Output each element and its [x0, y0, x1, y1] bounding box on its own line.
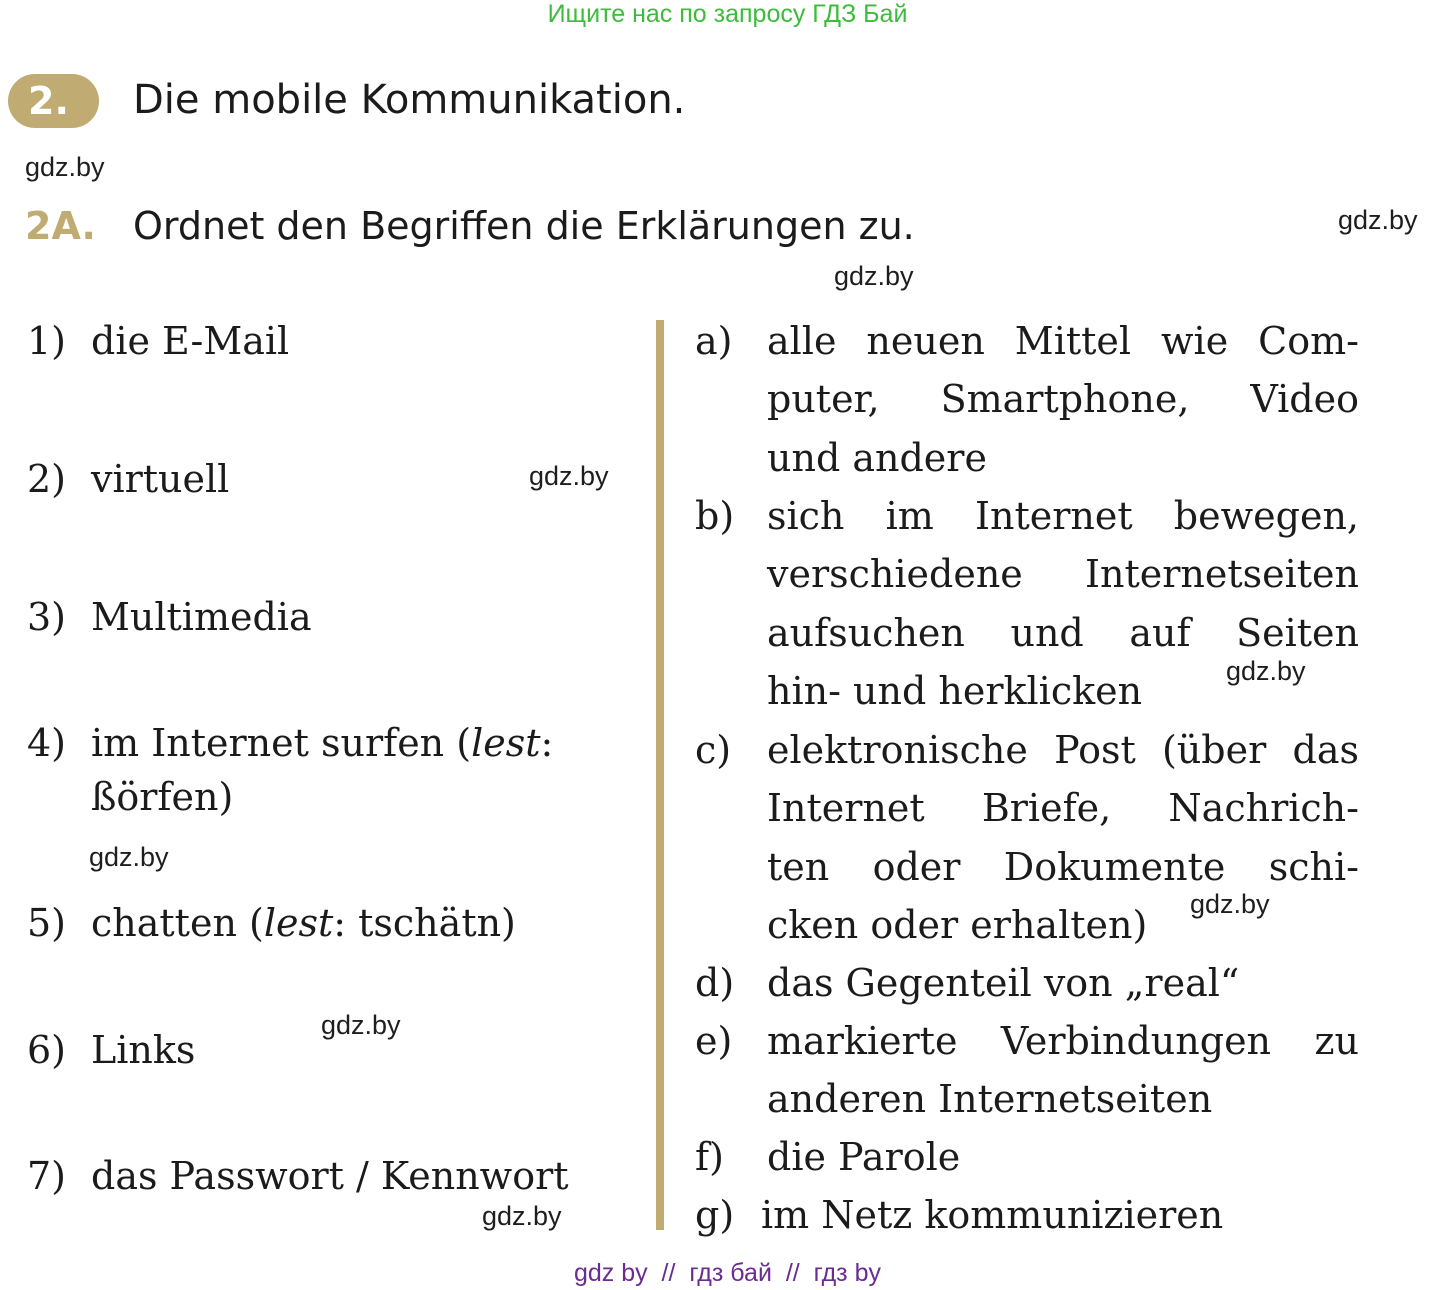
- watermark: gdz.by: [321, 1010, 401, 1040]
- watermark: gdz.by: [1190, 889, 1270, 919]
- definition-label: c): [695, 728, 732, 772]
- term-label: 3): [27, 595, 67, 639]
- watermark: gdz.by: [529, 461, 609, 491]
- term-text: ßörfen): [91, 775, 234, 819]
- definition-text: sich im Internet bewegen, verschiedene Internetseiten aufsuchen und auf Seiten hin- und herklicken: [767, 494, 1359, 713]
- term-label: 1): [27, 319, 67, 363]
- top-banner: Ищите нас по запросу ГДЗ Бай: [547, 0, 908, 28]
- exercise-title: Die mobile Kommunikation.: [133, 77, 686, 123]
- definition-label: a): [695, 319, 733, 363]
- definition-text: die Parole: [767, 1135, 961, 1179]
- watermark: gdz.by: [25, 152, 105, 182]
- definition-text: das Gegenteil von „real“: [767, 961, 1240, 1005]
- term-label: 7): [27, 1154, 67, 1198]
- term-text: Links: [91, 1028, 196, 1072]
- term-label: 4): [27, 721, 67, 765]
- definition-text: elektronische Post (über das Internet Briefe, Nachrich- ten oder Dokumente schi- cken oder erhalten): [767, 728, 1359, 947]
- definition-label: g): [695, 1193, 735, 1237]
- definition-text: im Netz kommunizieren: [761, 1193, 1224, 1237]
- watermark: gdz.by: [834, 261, 914, 291]
- watermark: gdz.by: [1338, 205, 1418, 235]
- term-label: 6): [27, 1028, 67, 1072]
- lest-note: lest: [263, 901, 334, 945]
- exercise-number: 2.: [28, 79, 69, 123]
- column-divider: [656, 320, 664, 1230]
- task-number: 2A.: [25, 204, 96, 248]
- term-text: virtuell: [91, 457, 230, 501]
- definition-text: markierte Verbindungen zu anderen Internetseiten: [767, 1019, 1359, 1122]
- lest-note: lest: [471, 721, 541, 765]
- definition-label: e): [695, 1019, 733, 1063]
- term-text: das Passwort / Kennwort: [91, 1154, 569, 1198]
- term-text: im Internet surfen (lest:: [91, 721, 554, 765]
- term-label: 5): [27, 901, 67, 945]
- watermark: gdz.by: [89, 842, 169, 872]
- definition-text: alle neuen Mittel wie Com- puter, Smartphone, Video und andere: [767, 319, 1359, 480]
- definition-label: b): [695, 494, 735, 538]
- watermark: gdz.by: [482, 1201, 562, 1231]
- definition-label: f): [695, 1135, 724, 1179]
- watermark: gdz.by: [1226, 656, 1306, 686]
- term-label: 2): [27, 457, 67, 501]
- term-text: die E-Mail: [91, 319, 290, 363]
- task-title: Ordnet den Begriffen die Erklärungen zu.: [133, 204, 915, 248]
- bottom-banner: gdz by // гдз бай // гдз by: [573, 1259, 881, 1287]
- exercise-number-badge: [8, 74, 99, 128]
- definition-label: d): [695, 961, 735, 1005]
- term-text: Multimedia: [91, 595, 312, 639]
- term-text: chatten (lest: tschätn): [91, 901, 516, 945]
